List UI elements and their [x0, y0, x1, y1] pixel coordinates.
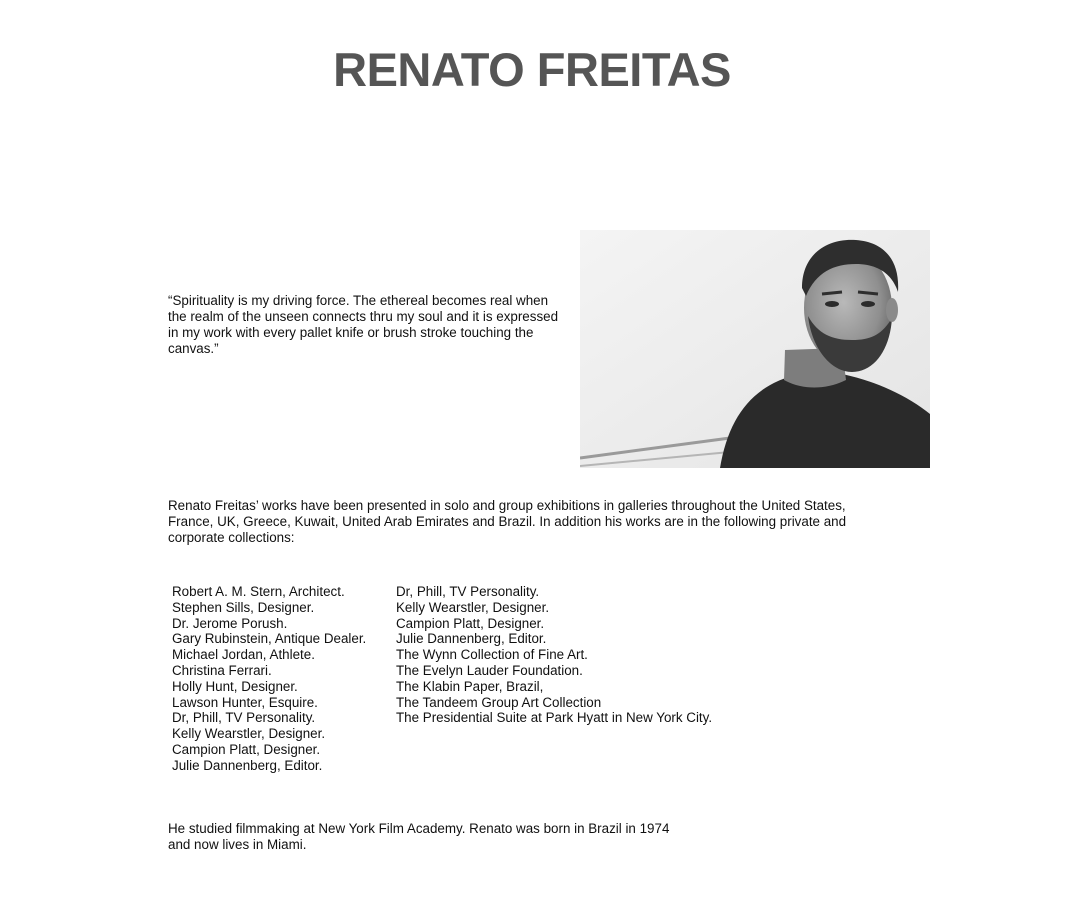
artist-quote: “Spirituality is my driving force. The ethereal becomes real when the realm of the unseen connects thru my soul and it is expressed in my work with every pallet knife or brush stroke touching the canvas.”: [168, 293, 559, 356]
list-item: Dr, Phill, TV Personality.: [172, 710, 316, 726]
list-item: Kelly Wearstler, Designer.: [396, 599, 550, 615]
collections-list-right: [396, 584, 796, 726]
list-item: Gary Rubinstein, Antique Dealer.: [172, 631, 367, 647]
list-item: Robert A. M. Stern, Architect.: [172, 584, 345, 599]
page-title: RENATO FREITAS: [333, 43, 731, 96]
collections-list-left: [172, 584, 392, 774]
list-item: The Tandeem Group Art Collection: [396, 694, 602, 710]
list-item: Michael Jordan, Athlete.: [172, 647, 315, 663]
list-item: Dr, Phill, TV Personality.: [396, 584, 540, 599]
exhibitions-intro: Renato Freitas’ works have been presented in solo and group exhibitions in galleries throughout the United States, France, UK, Greece, Kuwait, United Arab Emirates and Brazil. In addition his works are in the following private and corporate collections:: [168, 498, 847, 545]
list-item: The Klabin Paper, Brazil,: [396, 678, 544, 694]
portrait-illustration: [580, 230, 930, 468]
list-item: The Presidential Suite at Park Hyatt in New York City.: [396, 710, 713, 726]
list-item: Julie Dannenberg, Editor.: [396, 631, 547, 647]
list-item: Campion Platt, Designer.: [172, 741, 321, 757]
list-item: Christina Ferrari.: [172, 662, 272, 678]
list-item: Kelly Wearstler, Designer.: [172, 726, 326, 742]
list-item: The Wynn Collection of Fine Art.: [396, 647, 588, 663]
list-item: Campion Platt, Designer.: [396, 615, 545, 631]
list-item: Holly Hunt, Designer.: [172, 678, 298, 694]
artist-bio: He studied filmmaking at New York Film Academy. Renato was born in Brazil in 1974 and now lives in Miami.: [168, 821, 670, 852]
list-item: Julie Dannenberg, Editor.: [172, 757, 323, 773]
list-item: Stephen Sills, Designer.: [172, 599, 315, 615]
artist-portrait-photo: [580, 230, 930, 468]
list-item: Dr. Jerome Porush.: [172, 615, 288, 631]
list-item: The Evelyn Lauder Foundation.: [396, 662, 583, 678]
list-item: Lawson Hunter, Esquire.: [172, 694, 318, 710]
